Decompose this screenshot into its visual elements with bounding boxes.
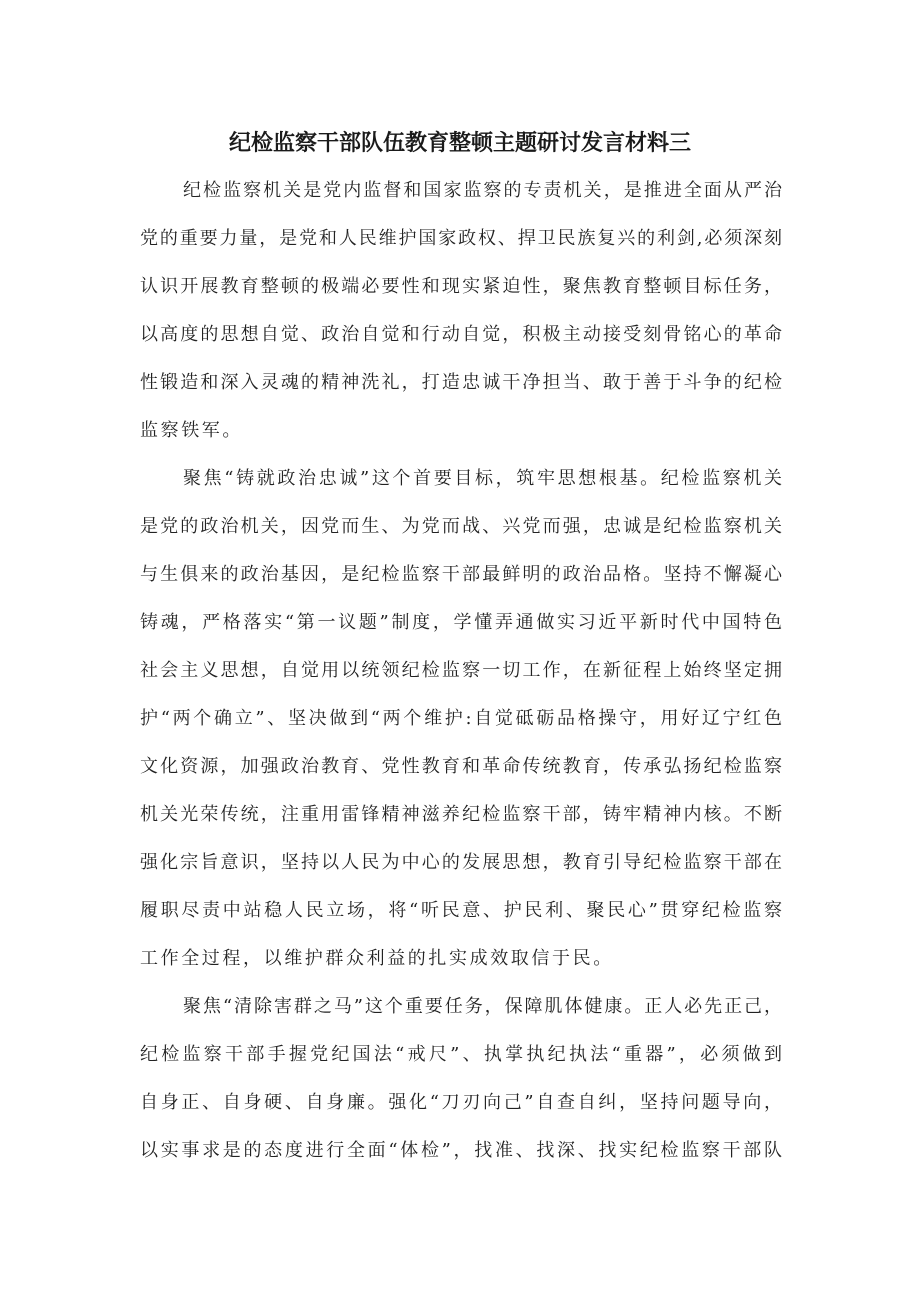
- text-line: 与生俱来的政治基因，是纪检监察干部最鲜明的政治品格。坚持不懈凝心: [140, 564, 782, 585]
- text-line: 履职尽责中站稳人民立场，将“听民意、护民利、聚民心”贯穿纪检监察: [140, 900, 782, 921]
- text-line: 聚焦“清除害群之马”这个重要任务，保障肌体健康。正人必先正己，: [183, 996, 782, 1017]
- text-line: 聚焦“铸就政治忠诚”这个首要目标，筑牢思想根基。纪检监察机关: [183, 468, 782, 489]
- document-title: 纪检监察干部队伍教育整顿主题研讨发言材料三: [228, 130, 691, 156]
- paragraph-1: [140, 167, 782, 455]
- text-line: 监察铁军。: [140, 420, 243, 441]
- text-line: 强化宗旨意识，坚持以人民为中心的发展思想，教育引导纪检监察干部在: [140, 852, 782, 873]
- text-line: 党的重要力量，是党和人民维护国家政权、捍卫民族复兴的利剑,必须深刻: [140, 228, 782, 249]
- text-line: 文化资源，加强政治教育、党性教育和革命传统教育，传承弘扬纪检监察: [140, 756, 782, 777]
- text-line: 社会主义思想，自觉用以统领纪检监察一切工作，在新征程上始终坚定拥: [140, 660, 782, 681]
- text-line: 自身正、自身硬、自身廉。强化“刀刃向己”自查自纠，坚持问题导向，: [140, 1092, 782, 1113]
- text-line: 是党的政治机关，因党而生、为党而战、兴党而强，忠诚是纪检监察机关: [140, 516, 782, 537]
- text-line: 工作全过程，以维护群众利益的扎实成效取信于民。: [140, 948, 614, 969]
- text-line: 认识开展教育整顿的极端必要性和现实紧迫性，聚焦教育整顿目标任务，: [140, 276, 782, 297]
- text-line: 纪检监察干部手握党纪国法“戒尺”、执掌执纪执法“重器”，必须做到: [140, 1044, 782, 1065]
- text-line: 以高度的思想自觉、政治自觉和行动自觉，积极主动接受刻骨铭心的革命: [140, 324, 782, 345]
- text-line: 护“两个确立”、坚决做到“两个维护:自觉砥砺品格操守，用好辽宁红色: [140, 708, 782, 729]
- paragraph-3: [140, 983, 782, 1175]
- text-line: 以实事求是的态度进行全面“体检”，找准、找深、找实纪检监察干部队: [140, 1140, 782, 1161]
- text-line: 机关光荣传统，注重用雷锋精神滋养纪检监察干部，铸牢精神内核。不断: [140, 804, 782, 825]
- text-line: 性锻造和深入灵魂的精神洗礼，打造忠诚干净担当、敢于善于斗争的纪检: [140, 372, 782, 393]
- text-line: 铸魂，严格落实“第一议题”制度，学懂弄通做实习近平新时代中国特色: [140, 612, 782, 633]
- document-body: [140, 167, 782, 1175]
- paragraph-2: [140, 455, 782, 983]
- text-line: 纪检监察机关是党内监督和国家监察的专责机关，是推进全面从严治: [183, 180, 782, 201]
